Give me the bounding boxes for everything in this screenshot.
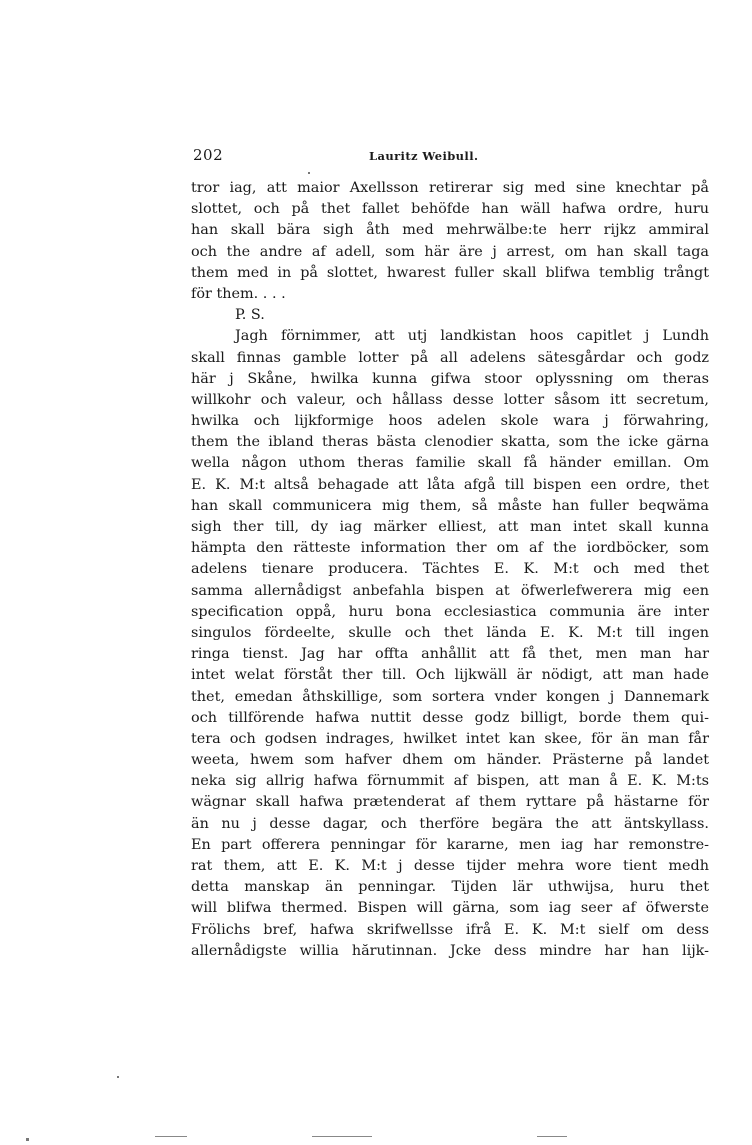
scan-edge-line: [312, 1136, 372, 1137]
scan-speck: [26, 1138, 29, 1141]
text-line: samma allernådigst anbefahla bispen at öfwerlefwerera mig een: [191, 582, 709, 599]
text-line: Jagh förnimmer, att utj landkistan hoos capitlet j Lundh: [235, 328, 709, 345]
text-line: skall finnas gamble lotter på all adelens sätesgårdar och godz: [191, 349, 709, 366]
running-title: Lauritz Weibull.: [369, 149, 479, 163]
text-line: thet, emedan åthskillige, som sortera vnder kongen j Dannemark: [191, 688, 709, 705]
text-line: singulos fördeelte, skulle och thet lända E. K. M:t till ingen: [191, 624, 709, 641]
text-line: tera och godsen indrages, hwilket intet kan skee, för än man får: [191, 730, 709, 747]
text-line: allernådigste willia hărutinnan. Jcke dess mindre har han lijk-: [191, 942, 709, 959]
text-line: specification oppå, huru bona ecclesiastica communia äre inter: [191, 603, 709, 620]
text-line: och the andre af adell, som här äre j arrest, om han skall taga: [191, 243, 709, 260]
text-line: intet welat förståt ther till. Och lijkwäll är nödigt, att man hade: [191, 667, 709, 684]
text-line: rat them, att E. K. M:t j desse tijder mehra wore tient medh: [191, 858, 709, 874]
text-line: Frölichs bref, hafwa skrifwellsse ifrå E. K. M:t sielf om dess: [191, 921, 709, 938]
text-line: hämpta den rätteste information ther om af the iordböcker, som: [191, 540, 709, 557]
scan-edge-line: [155, 1136, 187, 1137]
text-line: han skall bära sigh åth med mehrwälbe:te herr rijkz ammiral: [191, 222, 709, 239]
text-line: detta manskap än penningar. Tijden lär uthwijsa, huru thet: [191, 879, 709, 896]
scan-speck: [117, 1076, 119, 1078]
text-line: E. K. M:t altså behagade att låta afgå till bispen een ordre, thet: [191, 476, 709, 493]
text-line: slottet, och på thet fallet behöfde han wäll hafwa ordre, huru: [191, 201, 709, 218]
text-line: them the ibland theras bästa clenodier skatta, som the icke gärna: [191, 434, 709, 451]
text-line: tror iag, att maior Axellsson retirerar sig med sine knechtar på: [191, 180, 709, 196]
scan-speck: [308, 172, 310, 174]
text-line: wella någon uthom theras familie skall få händer emillan. Om: [191, 455, 709, 472]
postscript-label: P. S.: [235, 307, 265, 324]
text-line: wägnar skall hafwa prætenderat af them ryttare på hästarne för: [191, 794, 709, 811]
text-line: än nu j desse dagar, och therföre begära the att äntskyllass.: [191, 815, 709, 832]
text-line: neka sig allrig hafwa förnummit af bispen, att man å E. K. M:ts: [191, 773, 709, 790]
text-line: weeta, hwem som hafver dhem om händer. Prästerne på landet: [191, 752, 709, 769]
text-line: will blifwa thermed. Bispen will gärna, som iag seer af öfwerste: [191, 900, 709, 917]
text-line: han skall communicera mig them, så måste han fuller beqwäma: [191, 497, 709, 514]
text-line: adelens tienare producera. Tächtes E. K. M:t och med thet: [191, 561, 709, 578]
text-line: och tillförende hafwa nuttit desse godz billigt, borde them qui-: [191, 709, 709, 726]
text-line: En part offerera penningar för kararne, men iag har remonstre-: [191, 836, 709, 853]
page-number: 202: [193, 146, 224, 164]
text-line: ringa tienst. Jag har offta anhållit att få thet, men man har: [191, 646, 709, 663]
page-body: [191, 178, 709, 962]
text-line: willkohr och valeur, och hållass desse lotter såsom itt secretum,: [191, 391, 709, 408]
text-line: hwilka och lijkformige hoos adelen skole wara j förwahring,: [191, 413, 709, 430]
scan-edge-line: [537, 1136, 567, 1137]
text-line: them med in på slottet, hwarest fuller skall blifwa temblig trångt: [191, 264, 709, 281]
text-line: här j Skåne, hwilka kunna gifwa stoor oplyssning om theras: [191, 370, 709, 387]
text-line: sigh ther till, dy iag märker elliest, att man intet skall kunna: [191, 519, 709, 535]
text-line: för them. . . .: [191, 285, 286, 302]
